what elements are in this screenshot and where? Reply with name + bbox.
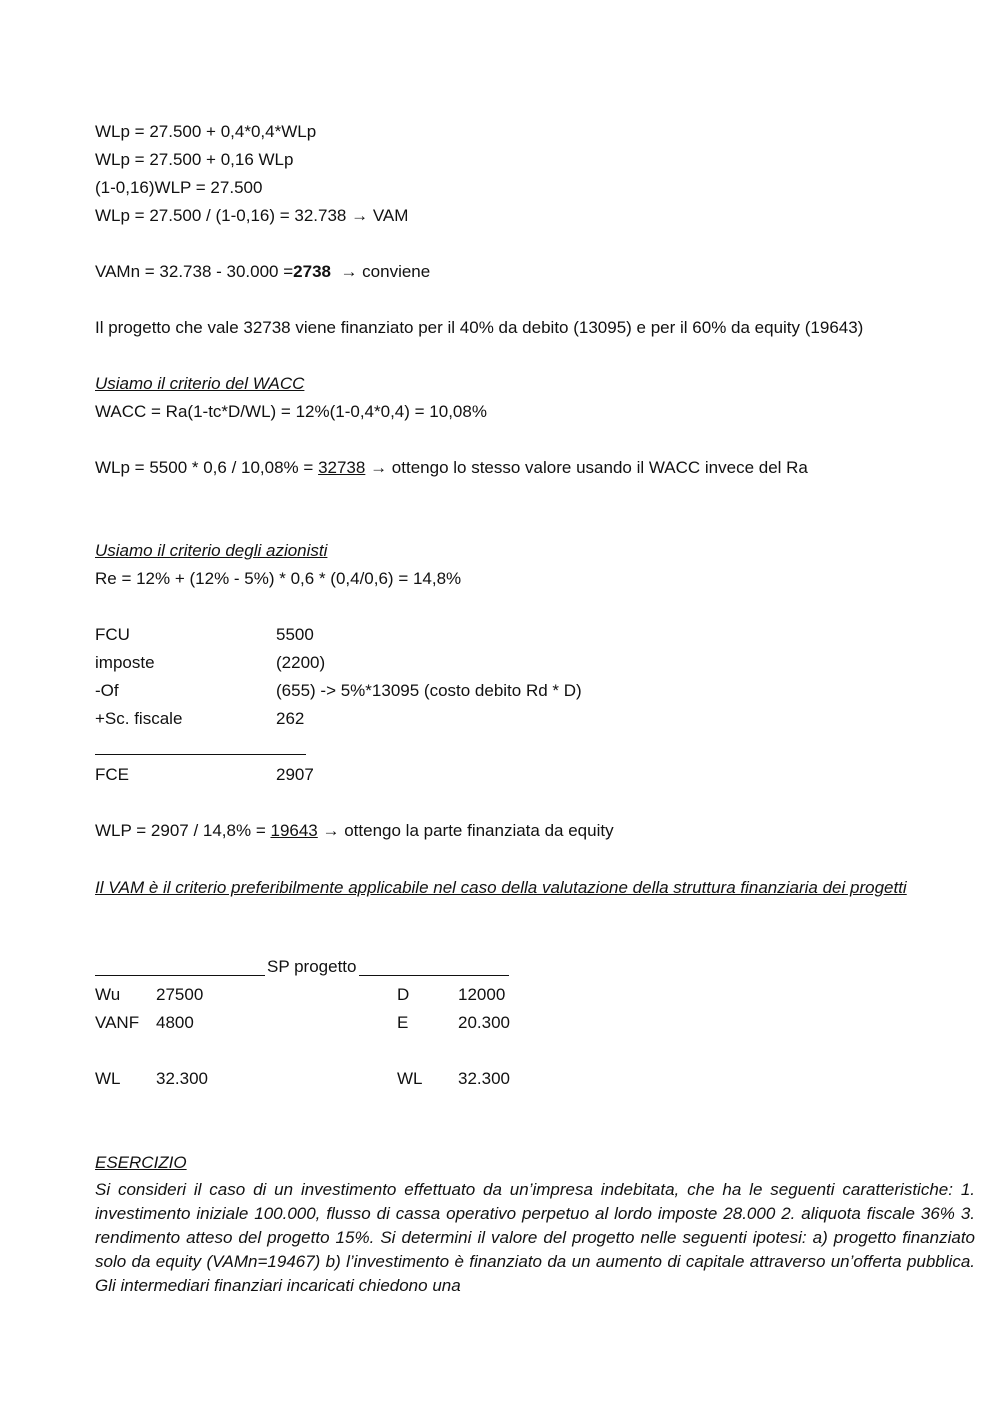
esercizio-heading: ESERCIZIO	[95, 1153, 187, 1172]
fce-row-label: +Sc. fiscale	[95, 709, 183, 728]
vamn-post: → conviene	[340, 262, 431, 281]
vam-note: Il VAM è il criterio preferibilmente applicabile nel caso della valutazione della struttura finanziaria dei progetti	[95, 878, 907, 897]
vamn-pre: VAMn = 32.738 - 30.000 =	[95, 262, 294, 281]
esercizio-text: Si consideri il caso di un investimento effettuato da un’impresa indebitata, che ha le seguenti caratteristiche: 1. investimento iniziale 100.000, flusso di cassa operativo perpetuo al lordo imposte 28.000 2. aliquota fiscale 36% 3. rendimento atteso del progetto 15%. Si determini il valore del progetto nelle seguenti ipotesi: a) progetto finanziato solo da equity (VAMn=19467) b) l’investimento è finanziato da un aumento di capitale attraverso un’offerta pubblica. Gli intermediari finanziari incaricati chiedono una	[95, 1180, 975, 1295]
sp-right-value: 20.300	[458, 1013, 510, 1032]
sp-right-value: 32.300	[458, 1069, 510, 1088]
sp-right-label: E	[397, 1013, 409, 1032]
fce-total-value: 2907	[276, 765, 314, 784]
equation-line-2: WLp = 27.500 + 0,16 WLp	[95, 150, 294, 169]
sp-rule-right	[359, 975, 509, 976]
vamn-line	[95, 261, 430, 283]
sp-title: SP progetto	[267, 957, 357, 976]
sp-left-label: VANF	[95, 1013, 140, 1032]
wlp-equity-post: → ottengo la parte finanziata da equity	[322, 821, 614, 840]
sp-right-label: WL	[397, 1069, 423, 1088]
fce-divider	[95, 754, 306, 755]
fce-row-label: imposte	[95, 653, 155, 672]
fce-row-value: 262	[276, 709, 305, 728]
sp-rule-left	[95, 975, 265, 976]
sp-left-value: 27500	[156, 985, 204, 1004]
sp-left-value: 4800	[156, 1013, 194, 1032]
fce-total-label: FCE	[95, 765, 129, 784]
sp-left-label: Wu	[95, 985, 121, 1004]
fce-row-value: 5500	[276, 625, 314, 644]
fce-row-value: (2200)	[276, 653, 326, 672]
wacc-wlp-value: 32738	[318, 458, 366, 477]
equation-line-4: WLp = 27.500 / (1-0,16) = 32.738 → VAM	[95, 206, 409, 225]
wacc-wlp-post: → ottengo lo stesso valore usando il WACC invece del Ra	[370, 458, 808, 477]
vamn-result: 2738	[293, 262, 331, 281]
sp-left-value: 32.300	[156, 1069, 208, 1088]
progetto-paragraph: Il progetto che vale 32738 viene finanziato per il 40% da debito (13095) e per il 60% da equity (19643)	[95, 318, 864, 337]
azionisti-heading: Usiamo il criterio degli azionisti	[95, 541, 328, 560]
fce-row-label: -Of	[95, 681, 119, 700]
azionisti-formula: Re = 12% + (12% - 5%) * 0,6 * (0,4/0,6) = 14,8%	[95, 569, 462, 588]
fce-row-label: FCU	[95, 625, 130, 644]
wacc-wlp-pre: WLp = 5500 * 0,6 / 10,08% =	[95, 458, 314, 477]
wlp-equity-pre: WLP = 2907 / 14,8% =	[95, 821, 266, 840]
wacc-heading: Usiamo il criterio del WACC	[95, 374, 305, 393]
fce-row-value: (655) -> 5%*13095 (costo debito Rd * D)	[276, 681, 582, 700]
wlp-equity-value: 19643	[270, 821, 318, 840]
wacc-formula: WACC = Ra(1-tc*D/WL) = 12%(1-0,4*0,4) = 10,08%	[95, 402, 487, 421]
sp-left-label: WL	[95, 1069, 121, 1088]
wlp-equity-line	[95, 820, 614, 842]
sp-right-label: D	[397, 985, 410, 1004]
wacc-wlp-line	[95, 457, 808, 479]
equation-line-3: (1-0,16)WLP = 27.500	[95, 178, 263, 197]
sp-right-value: 12000	[458, 985, 506, 1004]
equation-line-1: WLp = 27.500 + 0,4*0,4*WLp	[95, 122, 317, 141]
